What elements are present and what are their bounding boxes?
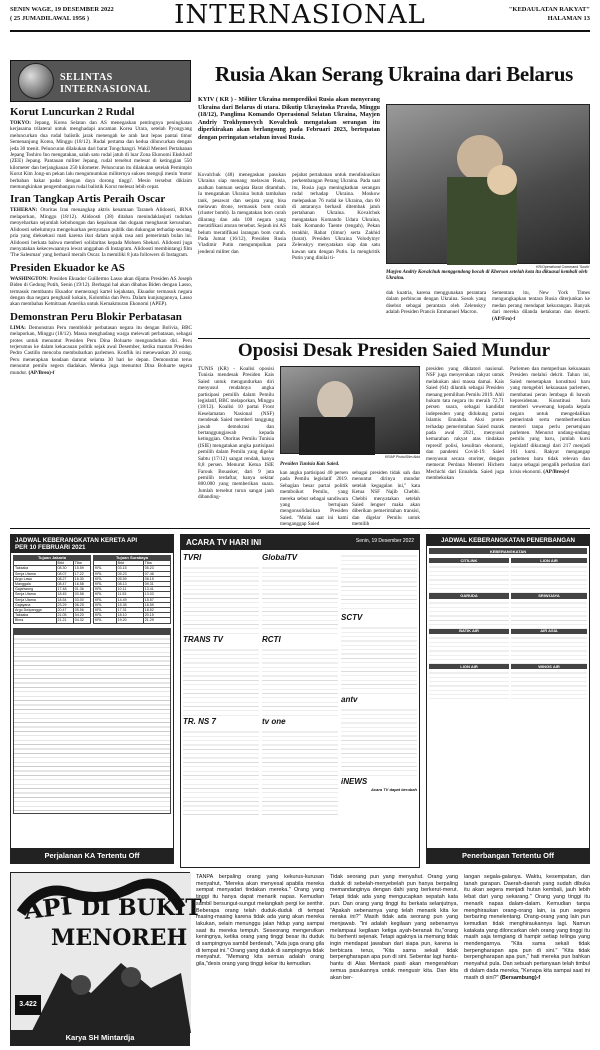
table-cell: 15.59 xyxy=(73,566,90,571)
table-cell: 04.20 xyxy=(73,613,90,618)
train-subtitle: PER 10 FEBRUARI 2021 xyxy=(15,544,86,551)
tv-column-2 xyxy=(262,552,338,864)
table-cell: 17.31 xyxy=(116,608,143,613)
table-cell: 18.52 xyxy=(143,608,170,613)
table-cell: KRL xyxy=(94,592,117,597)
page-number: HALAMAN 13 xyxy=(547,15,590,22)
airline-header: WINGS AIR xyxy=(511,664,587,669)
table-cell: 18.45 xyxy=(56,592,73,597)
channel-logo-globaltv: GlobalTV xyxy=(262,553,298,562)
table-row xyxy=(14,618,91,623)
signoff: (AP/Breo)-f xyxy=(28,369,55,376)
table-cell: Argo Lawu xyxy=(14,576,57,581)
selintas-label-line2: INTERNASIONAL xyxy=(60,84,151,95)
table-cell: KRL xyxy=(94,576,117,581)
table-cell: KRL xyxy=(94,618,117,623)
globe-icon xyxy=(18,63,54,99)
col-tiba: Tiba xyxy=(73,561,90,566)
table-cell: Gajayana xyxy=(14,602,57,607)
russia-photo-credit: KR/Operational Command 'South' xyxy=(536,265,590,269)
svg-text:API: API xyxy=(22,891,74,925)
russia-headline: Rusia Akan Serang Ukraina dari Belarus xyxy=(215,62,573,86)
train-table-right xyxy=(93,555,171,624)
table-cell: 05.59 xyxy=(116,576,143,581)
table-cell: 19.20 xyxy=(116,618,143,623)
table-cell: 08.13 xyxy=(116,582,143,587)
selintas-headline: Demonstran Peru Blokir Perbatasan xyxy=(10,310,182,323)
table-cell: 16.59 xyxy=(143,602,170,607)
table-cell: Manggala xyxy=(14,582,57,587)
table-cell: 05.56 xyxy=(73,608,90,613)
selintas-headline: Presiden Ekuador ke AS xyxy=(10,261,125,274)
train-title: JADWAL KEBERANGKATAN KERETA API xyxy=(15,537,138,544)
train-footer: Perjalanan KA Tertentu Off xyxy=(10,848,174,864)
tv-panel xyxy=(180,534,420,868)
col-brkt: Brkt xyxy=(116,561,143,566)
flight-list-left xyxy=(429,558,509,699)
cartoon-credit: Karya SH Mintardja xyxy=(10,1030,190,1046)
table-cell: 08.27 xyxy=(56,576,73,581)
selintas-body: Demonstran Peru memblokir perbatasan negara itu dengan Bolivia, BBC melaporkan, Minggu (18/12). Massa menghadang warga melewati perbatasan, sebagai protes untuk menuntut Presiden Peru Dina Boluarte mengundurkan diri. Peru terjerumus ke dalam kekacauan politik sejak awal Desember, ketika mantan Presiden Pedro Castillo mencoba membubarkan parlemen. Konflik ini menewaskan 20 orang. Peru menerapkan keadaan darurat selama 30 hari ke depan. Demonstran terus menuntut pemilu segera diadakan. Mereka juga menuntut Dina Boluarte segera mundur. xyxy=(10,324,192,376)
table-cell: 03.15 xyxy=(116,566,143,571)
section-divider xyxy=(10,528,590,529)
tunisia-headline: Oposisi Desak Presiden Saied Mundur xyxy=(237,340,551,361)
table-cell: 03.00 xyxy=(73,597,90,602)
table-cell: 01.36 xyxy=(73,587,90,592)
table-cell: 18.10 xyxy=(116,613,143,618)
saied-face xyxy=(317,381,353,421)
russia-col2: pejabat pertahanan untuk mendiskusikan perkembangan Perang Ukraina. Pada saat itu, Rusia juga meningkatkan serangan rudal terhadap Ukraina. Moskow melepaskan 76 rudal ke Ukraina, dan 60 di antaranya berhasil ditembak jatuh pertahanan Ukraina. Kovalchuk mengatakan Komando Udara Ukraina, baik Komando Taente (tengah), Pekan terakhir, Rabat (timur) serta Zakhid (barat). Presiden Ukraina Volodymyr Zelenskyy menyatakan siap dan satu kawan satu dengan Putin. Ia mengkritik Putin yang dinilai ti- xyxy=(292,172,380,262)
table-cell: KRL xyxy=(94,608,117,613)
masthead-date-line: SENIN WAGE, 19 DESEMBER 2022 xyxy=(10,6,114,13)
serial-col3 xyxy=(464,874,590,1046)
table-cell: 11.53 xyxy=(116,592,143,597)
table-cell: 09.31 xyxy=(143,582,170,587)
selintas-item xyxy=(10,262,192,308)
masthead-rule xyxy=(10,30,590,32)
article-divider xyxy=(198,338,590,339)
tunisia-col3: presiden yang diktatori nasional. NSF juga menyerukan rakyat untuk melakukan aksi massa damai. Kais Saied (64) dilantik sebagai Presiden menang pemilihan Pemilu 2019. Ahli hukum tata negara itu meraih 72,71 persen suara, sebagai kandidat independen yang didukung partai Islamis Ennahda. Aksi protes terhadap pemerintahan Saied marak pada awal 2021, menyusul kemarahan rakyat atas tindakan represif polisi, kesulitan ekonomi, dan pandemi Covid-19. Saied menyusun secara otoriter, dengan memecat Perdana Menteri Hichem Mechichi dari Ennahda. Saied juga membekukan xyxy=(426,366,504,481)
serial-col2: Tidak seorang pun yang menyahut. Orang yang duduk di sebelah-menyebelah pun hanya berpaling memandanginya dengan dahi yang berkerut-merut. Tetapi tidak ada yang mengucapkan sepatah kata pun. Dan orang yang tinggi itu berkata selanjutnya, "Apakah sebenarnya yang telah menarik kita ke neraka ini?" Masih tidak ada seorang pun yang menjawab. "Ini adalah kegilaan yang sebenarnya melampaui kegilaan ketiga ayah-beranak itu,"orang itu berhenti sejenak. Tetapi agaknya ia memang tidak ingin mendapat jawaban dari siapa pun, karena ia berbicara terus, "Kita sama sekali tidak berpengharapan apa pun di sini. Sebentar lagi hantu-hantu di Alas Mentaok pasti akan mengerahkan semua pasukannya untuk mengusir kita. Dan kita akan ber- xyxy=(330,874,458,981)
table-cell: 13.03 xyxy=(143,592,170,597)
table-cell: KRL xyxy=(94,597,117,602)
train-header-surabaya: Tujuan Surabaya xyxy=(94,556,171,561)
russia-col3: dak kuatria, karena menggunakan perantara dalam perbincan dengan Ukraina. Sosok yang disebut sebagai perantara oleh Zelenskyy adalah Presiden Prancis Emmanuel Macron. xyxy=(386,290,486,316)
table-cell: 08.07 xyxy=(56,571,73,576)
tunisia-col4 xyxy=(510,366,590,524)
channel-logo-rcti: RCTI xyxy=(262,635,281,644)
train-table-left xyxy=(13,555,91,624)
russia-col4-text: Sementara itu, New York Times mengungkapkan tentara Rusia diterjunkan ke medan perang mendapat kekurangan. Banyak dari mereka dilanda ketakutan dan deserti. xyxy=(492,290,590,316)
selintas-label xyxy=(60,72,151,96)
russia-photo-caption: Mayjen Andriy Kovalchuk menggendong bocah di Kherson setelah kota itu dikuasai kembali oleh Ukraina. xyxy=(386,270,588,281)
channel-logo-antv: antv xyxy=(341,695,358,704)
section-title: INTERNASIONAL xyxy=(174,0,426,30)
tv-column-3 xyxy=(341,552,417,864)
table-cell: Senja Utama xyxy=(14,597,57,602)
col-tiba: Tiba xyxy=(143,561,170,566)
airline-schedule xyxy=(511,669,587,699)
flight-list-right xyxy=(511,558,587,699)
russia-col1: Kovalchuk (48) menegaskan pasukan Ukraina siap menang melawan Rusia, asalkan bantuan senjata Barat ditambah. Ia mengatakan Ukraina butuh tambahan tank, pesawat dan senjata yang bisa melawan drone, termasuk bom curah (cluster bomb). Ia mengatakan bom curah dilarang dan ada 100 negara yang meratifikasi aturan tersebut. Sejauh ini AS belum meratifikasi larangan bom curah. Pada Jumat (16/12), Presiden Rusia Vladimir Putin mengumpulkan para jenderal militer dan xyxy=(198,172,286,255)
table-cell: 03.58 xyxy=(73,592,90,597)
table-cell: 16.58 xyxy=(73,582,90,587)
table-cell: 18.54 xyxy=(56,597,73,602)
airline-header: SRIWIJAYA xyxy=(511,593,587,598)
table-cell: Bima xyxy=(14,618,57,623)
table-cell: 21.29 xyxy=(143,618,170,623)
flight-footer: Penerbangan Tertentu Off xyxy=(426,848,590,864)
table-cell: 21.21 xyxy=(56,618,73,623)
table-cell: Taksaka xyxy=(14,613,57,618)
table-cell: Gajahwong xyxy=(14,587,57,592)
airline-schedule xyxy=(511,634,587,664)
flight-subtitle: KEBERANGKATAN xyxy=(429,548,587,554)
signoff: (AP/Breo)-f xyxy=(543,468,570,475)
serial-col3-text: langan segala-galanya. Waktu, kesempatan, dan tanah garapan. Daerah-daerah yang sudah dibuka itu akan segera menjadi hutan kembali, jauh lebih lebat dari yang sekarang." Orang yang tinggi itu menarik napas dalam-dalam. Kemudian tanpa menghiraukan orang-orang lain, ia pun segera berbaring menelentang. Orang-orang yang lain pun kemudian tidak menghiraukannya lagi. Namun katakata yang diloncarkan oleh orang yang tinggi itu masih saja terngiang di hampir setiap telinga yang mendengarnya. "Kita sama sekali tidak berpengharapan apa pun di sini." "Kita tidak berpengharapan apa pun," hati mereka pun bahkan menyahut pula. Dan sebuah pertanyaan telah timbul di dalam dada mereka, "Kenapa kita sampai saat ini masih di sini?" xyxy=(464,874,590,981)
table-cell: 04.32 xyxy=(73,618,90,623)
dateline: TEHERAN: xyxy=(10,207,38,214)
table-cell: 08.47 xyxy=(56,582,73,587)
table-cell: 23.29 xyxy=(56,602,73,607)
signoff: (Bersambung)-f xyxy=(500,974,541,981)
airline-schedule xyxy=(429,563,509,593)
masthead-hijri-line: ( 25 JUMADILAWAL 1956 ) xyxy=(10,15,90,22)
tv-column-1 xyxy=(183,552,259,864)
table-cell: Argo Dwipangga xyxy=(14,608,57,613)
tv-panel-title xyxy=(181,535,419,550)
table-cell: 08.15 xyxy=(143,576,170,581)
table-cell: 05.23 xyxy=(143,566,170,571)
train-extra-tables xyxy=(11,626,173,816)
saied-photo xyxy=(280,366,420,454)
table-cell: KRL xyxy=(94,602,117,607)
tunisia-col2b: sebagai presiden tidak sah dan menuntut dirinya mundur setelah kegagalan ini," kata Ketua NSF Najib Chebbi. Chebbi menyatakan setelah Saied lengser maka akan diberikan pemerintahan transisi, dan digelar Pemilu untuk memilih xyxy=(352,470,420,528)
table-cell: 17.48 xyxy=(56,587,73,592)
russia-col4 xyxy=(492,290,590,334)
table-cell: 20.47 xyxy=(56,608,73,613)
publication-name: "KEDAULATAN RAKYAT" xyxy=(508,6,590,13)
dateline: WASHINGTON: xyxy=(10,275,48,282)
airline-header: LION AIR xyxy=(429,664,509,669)
tv-title: ACARA TV HARI INI xyxy=(186,538,262,547)
table-cell: 15.57 xyxy=(143,597,170,602)
airline-header: BATIK AIR xyxy=(429,629,509,634)
signoff: (AP/Fro)-f xyxy=(492,315,516,322)
channel-logo-transtv: TRANS TV xyxy=(183,635,223,644)
airline-header: CITILINK xyxy=(429,558,509,563)
tunisia-photo-caption: Presiden Tunisia Kais Saied. xyxy=(280,462,340,467)
airline-schedule xyxy=(429,634,509,664)
airline-header: LION AIR xyxy=(511,558,587,563)
airline-schedule xyxy=(429,599,509,629)
table-cell: 07.46 xyxy=(143,571,170,576)
tunisia-col2: kan angka partisipasi 40 persen pada Pemilu legislatif 2019. Sebagian besar partai politik memboikot Pemilu, yang mereka sebut sebagai sandiwara yang bertujuan mengonsolidasikan Presiden Saied. "Mulai saat ini kami menganggap Saied xyxy=(280,470,348,528)
airline-header: AIR ASIA xyxy=(511,629,587,634)
table-cell: 14.49 xyxy=(116,597,143,602)
tunisia-photo-credit: KR/AP Photo/Slim Abid xyxy=(385,455,420,459)
channel-logo-sctv: SCTV xyxy=(341,613,363,622)
table-cell: 15.35 xyxy=(116,602,143,607)
table-cell: Senja Utama xyxy=(14,592,57,597)
masthead-date xyxy=(10,5,114,23)
channel-logo-trans7: TR. NS 7 xyxy=(183,717,216,726)
selintas-headline: Korut Luncurkan 2 Rudal xyxy=(10,106,135,118)
table-cell: KRL xyxy=(94,613,117,618)
channel-logo-tvone: tv one xyxy=(262,717,286,726)
airline-header: GARUDA xyxy=(429,593,509,598)
kovalchuk-photo xyxy=(386,104,590,264)
selintas-label-line1: SELINTAS xyxy=(60,72,113,83)
table-cell: 13.41 xyxy=(143,587,170,592)
table-cell: 08.30 xyxy=(56,566,73,571)
saied-suit xyxy=(299,417,375,455)
channel-logo-tvri: TVRI xyxy=(183,553,202,562)
selintas-body: Presiden Ekuador Guillermo Lasso akan dijamu Presiden AS Joseph Biden di Gedung Putih, Senin (19/12). Berbagai hal akan dibahas Biden dengan Lasso, termasuk membantu Ekuador memerangi kartel kejahatan, Ekuador termasuk negara dengan dua negara penghasil kokain, Kolombia dan Peru. Dalam kunjungannya, Lasso akan membahas Kemitraan Amerika untuk Kemakmuran Ekonomi (APEP). xyxy=(10,275,192,308)
train-panel-title xyxy=(11,535,173,553)
table-cell: 21.05 xyxy=(56,613,73,618)
table-row xyxy=(94,618,171,623)
table-cell: Taksaka xyxy=(14,566,57,571)
tunisia-col4-text: Parlemen dan memperluas kekuasaan Presiden melalui dekrit. Tahun ini, Saied menetapkan konstitusi baru yang mengebiri kekuasaan parlemen, membatasi peran lembaga di bawah kepresidenan. Konstitusi baru memberi wewenang kepada kepala negara untuk mengedalikan pemerintah serta memberhentikan menteri tanpa perlu persetujuan parlemen. Menurut undang-undang pemilu yang baru, jumlah kursi legislatif dikurangi dari 217 menjadi 161 kursi. Rakyat mengangap parlemen baru tidak relevan dan hanya sebagai pengalih perhatian dari krisis ekonomi. xyxy=(510,366,590,475)
selintas-item xyxy=(10,106,192,190)
dateline: LIMA: xyxy=(10,324,26,331)
table-cell: 06.25 xyxy=(73,602,90,607)
tv-date: Senin, 19 Desember 2022 xyxy=(355,538,414,544)
col-brkt: Brkt xyxy=(56,561,73,566)
serial-col1: TANPA berpaling orang yang kekurus-kurusan menyahut, "Mereka akan menyesal apabila mereka sempat menyadari tindakan mereka." Orang yang tinggi itu hanya dapat menarik napas. Kemudian sambil bersungut-sungut melangkah pergi ke senthir. Beberapa orang telah duduk-duduk di tempat masing-masing karena tidak ada yang akan mereka lakukan, selain menunggu jalan hidup yang sampai saat itu mereka tempuh. Seseorang mengerutkan keningnya, ketika orang yang tinggi besar itu duduk di sampingnya sambil berdesah, "Ada juga orang gila di tempat ini." Orang yang duduk di sampingnya tidak menyahut. "Memang kita semua adalah orang gila,"desis orang yang tinggi kekar itu kemudian. xyxy=(196,874,324,968)
table-cell: 05.23 xyxy=(116,571,143,576)
cartoon-panel xyxy=(10,872,202,1032)
table-cell: KRL xyxy=(94,582,117,587)
train-header-jakarta: Tujuan Jakarta xyxy=(14,556,91,561)
airline-schedule xyxy=(429,669,509,699)
table-cell: KRL xyxy=(94,587,117,592)
selintas-headline: Iran Tangkap Artis Peraih Oscar xyxy=(10,193,166,206)
flight-panel-title: JADWAL KEBERANGKATAN PENERBANGAN xyxy=(427,535,589,546)
selintas-item xyxy=(10,311,192,376)
flight-panel xyxy=(426,534,590,852)
selintas-body: Otoritas Iran menangkap aktris kenamaan Taraneh Alidoosti, IRNA melaporkan, Minggu (18/12). Alidoosti (38) ditahan menindaklanjuti tuduhan menyebarkan sejumlah kebohongan dan kepalsuan dan dugaan menghasut kerusuhan. Alidoosti sebelumnya mengeluarkan pernyataan publik dan dukungan terhadap seorang pria yang dieksekusi mati karena ikut dalam unjuk rasa anti pemerintah bulan ini. Alidoosti berkata bahwa memberi solidaritas kepada Mohsen Shekari. Alidoosti juga menyatakan kekecewaannya lewat unggahan di Instagram. Alidoosti membintangi film 'The Salesman' yang berhasil meraih Oscar. Ia memiliki 8 juta followers di Instagram. xyxy=(10,207,193,259)
dateline: TOKYO: xyxy=(10,120,31,126)
selintas-column xyxy=(10,106,192,524)
table-cell: 10.11 xyxy=(116,587,143,592)
selintas-item xyxy=(10,193,192,258)
table-cell: KRL xyxy=(94,566,117,571)
russia-lead: KYIV ( KR ) - Militer Ukraina memprediksi Rusia akan menyerang Ukraina dari Belarus di utara. Dikutip Ukrayinska Pravda, Minggu (18/12), Panglima Komando Operasional Selatan Ukraina, Mayjen Andriy Trokhymovych Kovalchuk mengatakan serangan itu diperkirakan akan berlangsung pada Februari 2023, bertepatan dengan peringatan setahun invasi Rusia. xyxy=(198,96,380,141)
train-panel xyxy=(10,534,174,852)
selintas-body: Jepang, Korea Selatan dan AS menegaskan pentingnya peningkatan kerjasama trilateral untuk menghadapi ancaman Korea Utara, setelah Pyongyang meluncurkan dua rudal balistik jarak menengah ke arah laut lepas pantai timur Semenanjung Korea, Minggu (18/12). Rudal pertama dan kedua diluncurkan dengan jeda 30 menit. Peluncuran dilakukan dari barat Tongchangri. Wakil Menteri Pertahanan Jepang Toshiro Ino mengatakan, salah satu rudal jatuh di luar Zona Ekonomi Eksklusif (ZEE) Jepang. Pantauan militer Jepang, rudal tersebut melesat di ketinggian 550 kilometer dan berjangkauan 250 kilometer. Peluncuran itu dilakukan setelah Pemimpin Korut Kim Jong-un pekan lalu mengumumkan militernya sukses menguji mesin 'motor berbahan bakar padat dengan daya dorong tinggi'. Mesin tersebut diklaim memungkinkan pengembangan rudal balistik Korut melesat lebih cepat. xyxy=(10,120,193,191)
airline-schedule xyxy=(511,563,587,593)
table-cell: 20.15 xyxy=(143,613,170,618)
svg-text:DI BUKIT: DI BUKIT xyxy=(81,895,202,921)
child-figure xyxy=(487,165,517,195)
table-cell: Senja Utama xyxy=(14,571,57,576)
table-cell: 17.22 xyxy=(73,571,90,576)
masthead-publication xyxy=(509,5,590,23)
airline-schedule xyxy=(511,599,587,629)
svg-text:MENOREH: MENOREH xyxy=(51,925,188,951)
table-cell: 16.30 xyxy=(73,576,90,581)
table-cell: KRL xyxy=(94,571,117,576)
episode-number: 3.422 xyxy=(15,995,41,1015)
channel-logo-inews: iNEWS xyxy=(341,777,368,786)
tunisia-col1: TUNIS (KR) - Koalisi oposisi Tunisia mendesak Presiden Kais Saied untuk mengundurkan diri menyusul rendahnya angka partisipasi pemilih dalam Pemilu legislatif, BBC melaporkan, Minggu (18/12). Koalisi 10 partai Front Keselamatan Nasional (NSF) mendesak Saied memberi tanggung jawab demokrasi dan bertanggungjawab kepada ketinggian. Otoritas Pemilu Tunisia (ISIE) mengatakan angka partisipasi pemilih dalam Pemilu yang digelar Sabtu (17/12) sangat rendah, hanya 8,8 persen. Menurut Ketua ISIE Farouk Bouasker, dari 9 juta pemilih terdaftar, hanya sekitar 800.000 yang memberikan suara. Jumlah tersebut turun sangat jauh dibanding- xyxy=(198,366,274,501)
tv-footer-note: Acara TV dapat berubah xyxy=(370,787,417,792)
